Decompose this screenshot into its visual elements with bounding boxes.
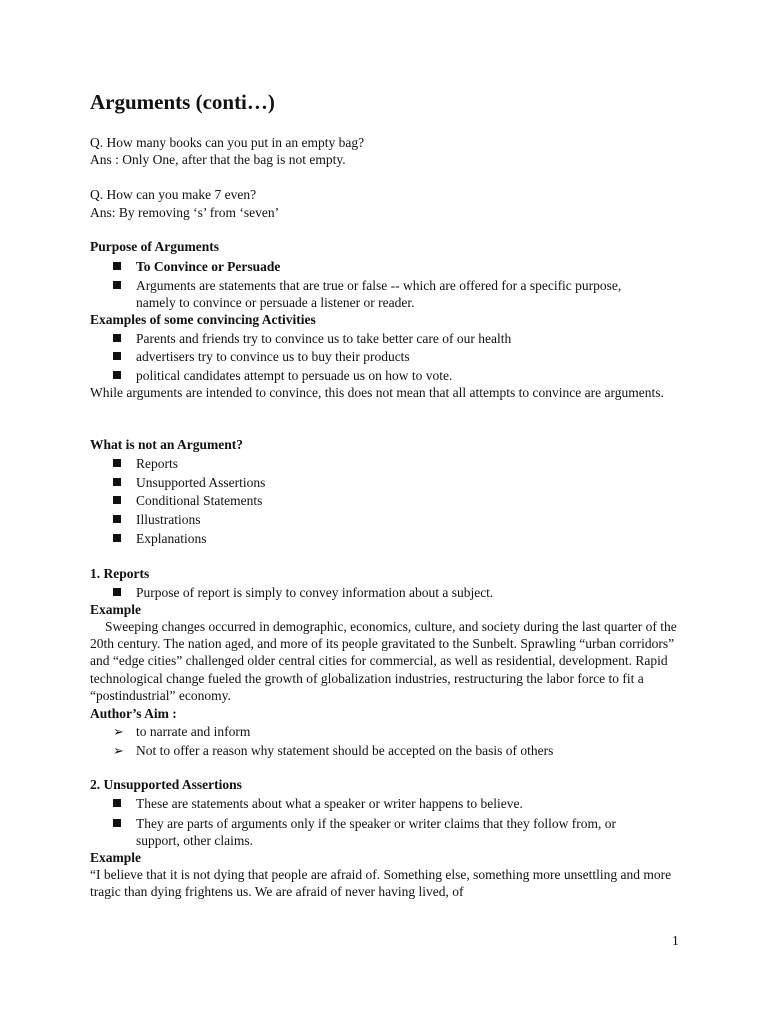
square-bullet-icon bbox=[113, 334, 121, 342]
arrow-bullet-icon: ➢ bbox=[113, 743, 124, 758]
examples-note: While arguments are intended to convince, this does not mean that all attempts to convince are arguments. bbox=[90, 385, 664, 400]
riddle-answer-1: Ans : Only One, after that the bag is not empty. bbox=[90, 152, 346, 167]
square-bullet-icon bbox=[113, 352, 121, 360]
list-item-text: To Convince or Persuade bbox=[136, 259, 281, 274]
riddle-question-2: Q. How can you make 7 even? bbox=[90, 187, 257, 202]
square-bullet-icon bbox=[113, 262, 121, 270]
square-bullet-icon bbox=[113, 819, 121, 827]
page-title: Arguments (conti…) bbox=[90, 90, 275, 114]
list-item-text: Illustrations bbox=[136, 512, 201, 527]
not-argument-heading: What is not an Argument? bbox=[90, 437, 244, 452]
square-bullet-icon bbox=[113, 515, 121, 523]
list-item-text: advertisers try to convince us to buy their products bbox=[136, 349, 410, 364]
reports-heading: 1. Reports bbox=[90, 566, 150, 581]
square-bullet-icon bbox=[113, 496, 121, 504]
square-bullet-icon bbox=[113, 478, 121, 486]
list-item-text: They are parts of arguments only if the speaker or writer claims that they follow from, or bbox=[136, 816, 616, 831]
list-item-text-continued: support, other claims. bbox=[136, 833, 253, 848]
riddle-question-1: Q. How many books can you put in an empty bag? bbox=[90, 135, 365, 150]
list-item-text: Purpose of report is simply to convey information about a subject. bbox=[136, 585, 494, 600]
riddle-answer-2: Ans: By removing ‘s’ from ‘seven’ bbox=[90, 205, 280, 220]
list-item-text: political candidates attempt to persuade us on how to vote. bbox=[136, 368, 453, 383]
list-item-text: Not to offer a reason why statement should be accepted on the basis of others bbox=[136, 743, 554, 758]
reports-example-label: Example bbox=[90, 602, 142, 617]
list-item-text: Reports bbox=[136, 456, 178, 471]
list-item-text: to narrate and inform bbox=[136, 724, 251, 739]
square-bullet-icon bbox=[113, 371, 121, 379]
list-item-text: Parents and friends try to convince us to take better care of our health bbox=[136, 331, 512, 346]
purpose-heading: Purpose of Arguments bbox=[90, 239, 219, 254]
arrow-bullet-icon: ➢ bbox=[113, 724, 124, 739]
square-bullet-icon bbox=[113, 281, 121, 289]
list-item-text: These are statements about what a speaker or writer happens to believe. bbox=[136, 796, 523, 811]
unsupported-example-label: Example bbox=[90, 850, 142, 865]
square-bullet-icon bbox=[113, 799, 121, 807]
unsupported-heading: 2. Unsupported Assertions bbox=[90, 777, 242, 792]
list-item-text: Unsupported Assertions bbox=[136, 475, 266, 490]
page-number: 1 bbox=[672, 933, 679, 948]
examples-heading: Examples of some convincing Activities bbox=[90, 312, 316, 327]
list-item-text: Arguments are statements that are true or false -- which are offered for a specific purpose, bbox=[136, 278, 622, 293]
list-item-text: Conditional Statements bbox=[136, 493, 263, 508]
list-item-text-continued: namely to convince or persuade a listener or reader. bbox=[136, 295, 415, 310]
list-item-text: Explanations bbox=[136, 531, 207, 546]
reports-example-text: Sweeping changes occurred in demographic, economics, culture, and society during the last quarter of the 20th century. The nation aged, and more of its people gravitated to the Sunbelt. Sprawling “urban corridors” and “edge cities” challenged older central cities for commercial, as well as residential, development. Rapid technological change fueled the growth of globalization industries, restructuring the labor force to fit a “postindustrial” economy. bbox=[90, 619, 677, 703]
square-bullet-icon bbox=[113, 459, 121, 467]
square-bullet-icon bbox=[113, 534, 121, 542]
square-bullet-icon bbox=[113, 588, 121, 596]
authors-aim-label: Author’s Aim : bbox=[90, 706, 177, 721]
unsupported-example-text: “I believe that it is not dying that people are afraid of. Something else, something more unsettling and more tragic than dying frightens us. We are afraid of never having lived, of bbox=[90, 867, 672, 900]
